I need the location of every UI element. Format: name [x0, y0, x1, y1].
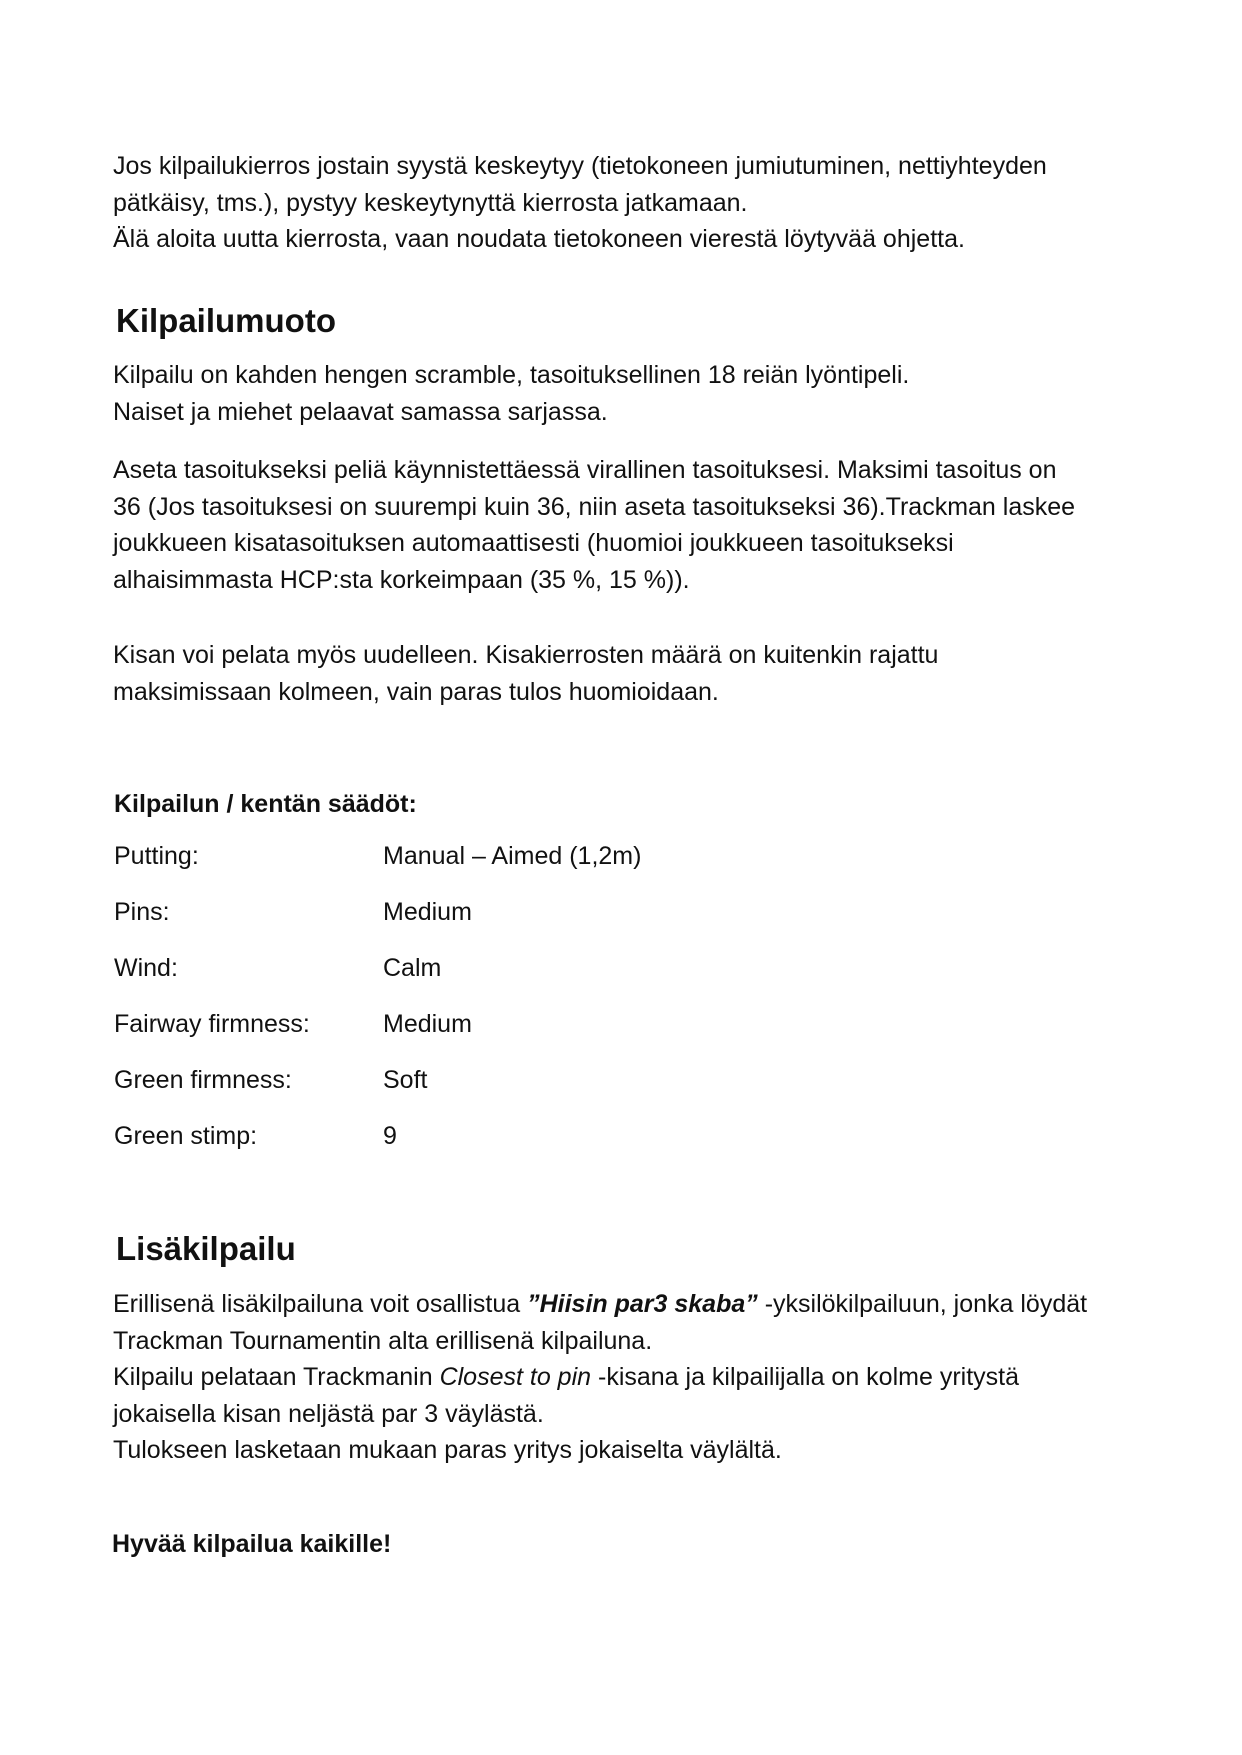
setting-row-fairway-firmness	[114, 1006, 814, 1062]
format-paragraph-2	[113, 452, 1143, 598]
side-line-1-start: Erillisenä lisäkilpailuna voit osallistua	[113, 1290, 528, 1318]
intro-line-2: pätkäisy, tms.), pystyy keskeytynyttä kierrosta jatkamaan.	[113, 188, 748, 217]
setting-row-putting	[114, 838, 814, 894]
side-line-1	[113, 1286, 1143, 1323]
setting-label: Pins:	[114, 898, 170, 926]
setting-value: Medium	[383, 898, 472, 926]
side-line-1-end: -yksilökilpailuun, jonka löydät	[757, 1290, 1088, 1318]
setting-row-green-stimp	[114, 1118, 814, 1174]
format-p3-line-2: maksimissaan kolmeen, vain paras tulos huomioidaan.	[113, 677, 719, 706]
closing-text: Hyvää kilpailua kaikille!	[112, 1530, 392, 1558]
side-competition-paragraph	[113, 1286, 1143, 1469]
format-p2-line-1: Aseta tasoitukseksi peliä käynnistettäessä virallinen tasoituksesi. Maksimi tasoitus on	[113, 456, 1057, 484]
setting-row-pins	[114, 894, 814, 950]
intro-line-1: Jos kilpailukierros jostain syystä keskeytyy (tietokoneen jumiutuminen, nettiyhteyden	[113, 152, 1047, 180]
setting-value: 9	[383, 1122, 397, 1150]
format-p2-line-2: 36 (Jos tasoituksesi on suurempi kuin 36, niin aseta tasoitukseksi 36).Trackman laskee	[113, 492, 1076, 521]
side-competition-name: ”Hiisin par3 skaba”	[527, 1290, 758, 1318]
setting-row-green-firmness	[114, 1062, 814, 1118]
side-line-3-end: -kisana ja kilpailijalla on kolme yritystä	[591, 1363, 1019, 1391]
side-line-3	[113, 1359, 1143, 1396]
side-line-2: Trackman Tournamentin alta erillisenä kilpailuna.	[113, 1326, 653, 1355]
side-line-3-start: Kilpailu pelataan Trackmanin	[113, 1363, 440, 1391]
side-line-5: Tulokseen lasketaan mukaan paras yritys jokaiselta väylältä.	[113, 1436, 782, 1464]
setting-value: Medium	[383, 1010, 472, 1038]
format-paragraph-3	[113, 637, 1143, 710]
format-p1-line-1: Kilpailu on kahden hengen scramble, tasoituksellinen 18 reiän lyöntipeli.	[113, 361, 910, 389]
settings-list	[114, 838, 814, 1174]
setting-row-wind	[114, 950, 814, 1006]
side-line-4: jokaisella kisan neljästä par 3 väylästä.	[113, 1399, 544, 1428]
setting-label: Green stimp:	[114, 1122, 258, 1150]
setting-value: Soft	[383, 1066, 428, 1094]
setting-label: Wind:	[114, 954, 178, 982]
format-p1-line-2: Naiset ja miehet pelaavat samassa sarjassa.	[113, 397, 608, 426]
side-competition-heading: Lisäkilpailu	[116, 1230, 296, 1267]
format-paragraph-1	[113, 357, 1143, 430]
setting-value: Calm	[383, 954, 442, 982]
format-p2-line-4: alhaisimmasta HCP:sta korkeimpaan (35 %, 15 %)).	[113, 565, 690, 594]
intro-line-3: Älä aloita uutta kierrosta, vaan noudata tietokoneen vierestä löytyvää ohjetta.	[113, 225, 965, 253]
settings-heading: Kilpailun / kentän säädöt:	[114, 790, 417, 818]
closest-to-pin-text: Closest to pin	[439, 1363, 592, 1391]
setting-label: Green firmness:	[114, 1066, 292, 1094]
setting-label: Putting:	[114, 842, 199, 870]
intro-paragraph	[113, 148, 1143, 258]
format-heading: Kilpailumuoto	[116, 302, 336, 339]
format-p3-line-1: Kisan voi pelata myös uudelleen. Kisakierrosten määrä on kuitenkin rajattu	[113, 641, 939, 669]
format-p2-line-3: joukkueen kisatasoituksen automaattisesti (huomioi joukkueen tasoitukseksi	[113, 529, 954, 557]
setting-value: Manual – Aimed (1,2m)	[383, 842, 642, 870]
setting-label: Fairway firmness:	[114, 1010, 310, 1038]
